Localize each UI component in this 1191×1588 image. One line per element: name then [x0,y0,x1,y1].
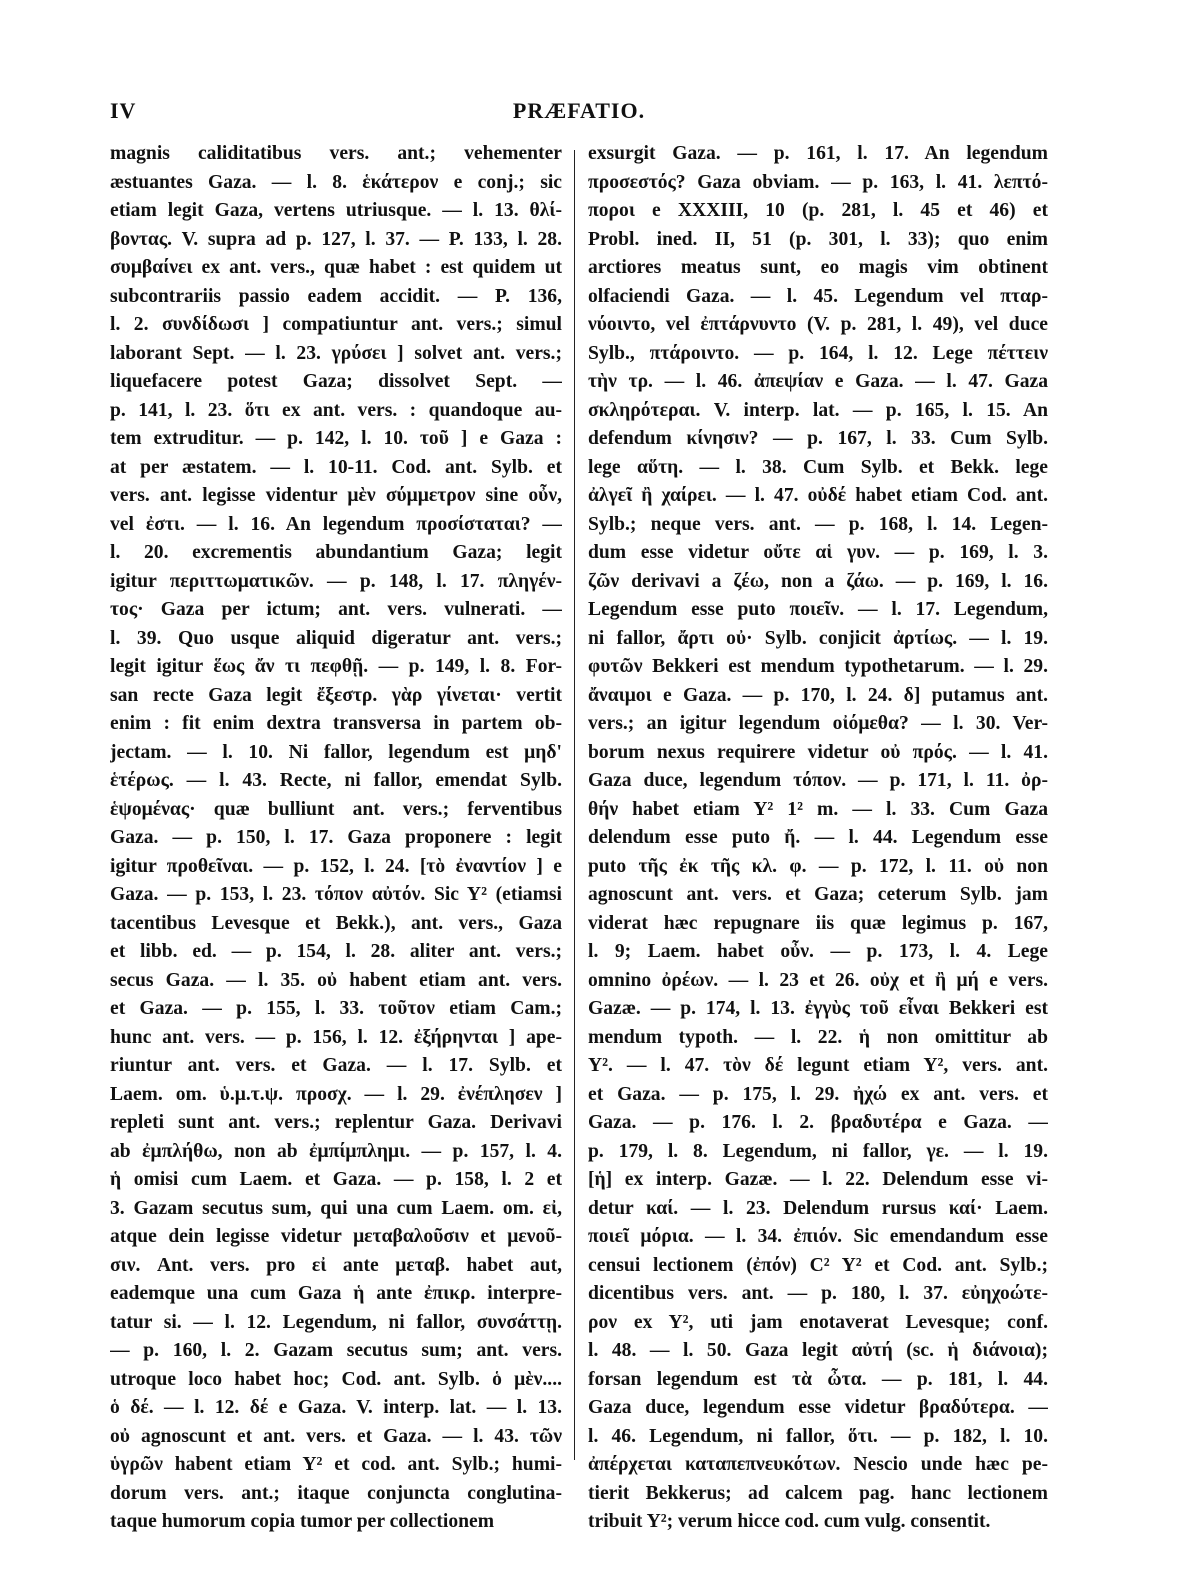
column-divider-rule [574,150,575,1460]
text-line: Gazæ. — p. 174, l. 13. ἐγγὺς τοῦ εἶναι Bekkeri est [588,998,1048,1019]
text-line: laborant Sept. — l. 23. γρύσει ] solvet ant. vers.; [110,342,562,364]
text-line: mendum typoth. — l. 22. ἡ non omittitur ab [588,1026,1048,1048]
text-line: arctiores meatus sunt, eo magis vim obtinent [588,257,1048,278]
text-line: olfaciendi Gaza. — l. 45. Legendum vel πταρ- [588,285,1048,307]
text-line: Gaza. — p. 150, l. 17. Gaza proponere : legit [110,827,562,848]
text-line: utroque loco habet hoc; Cod. ant. Sylb. ὁ μὲν.... [110,1368,562,1390]
text-line: secus Gaza. — l. 35. οὐ habent etiam ant. vers. [110,969,562,991]
text-line: eademque una cum Gaza ἡ ante ἐπικρ. interpre- [110,1283,562,1304]
text-line: ἀλγεῖ ἢ χαίρει. — l. 47. οὐδέ habet etiam Cod. ant. [588,485,1048,506]
text-line: dum esse videtur οὔτε αἱ γυν. — p. 169, l. 3. [588,542,1048,563]
text-line: at per æstatem. — l. 10-11. Cod. ant. Sylb. et [110,456,562,478]
text-line: ὑγρῶν habent etiam Y² et cod. ant. Sylb.; humi- [110,1454,562,1475]
text-line: dicentibus vers. ant. — p. 180, l. 37. εὐηχοώτε- [588,1283,1048,1304]
text-line: Gaza. — p. 176. l. 2. βραδυτέρα e Gaza. — [588,1112,1048,1133]
text-line: τος· Gaza per ictum; ant. vers. vulnerati. — [110,599,562,620]
text-line: defendum κίνησιν? — p. 167, l. 33. Cum Sylb. [588,428,1048,449]
page-number: IV [110,98,137,123]
text-line: exsurgit Gaza. — p. 161, l. 17. An legendum [588,143,1048,164]
text-line: tierit Bekkerus; ad calcem pag. hanc lectionem [588,1482,1048,1504]
text-line: taque humorum copia tumor per collectionem [110,1511,495,1532]
text-line: ἀπέρχεται καταπεπνευκότων. Nescio unde hæc pe- [588,1454,1048,1475]
text-line: Gaza duce, legendum esse videtur βραδύτερα. — [588,1397,1048,1418]
text-line: 3. Gazam secutus sum, qui una cum Laem. om. εἰ, [110,1197,562,1219]
text-line: Legendum esse puto ποιεῖν. — l. 17. Legendum, [588,599,1048,620]
text-line: Sylb.; neque vers. ant. — p. 168, l. 14. Legen- [588,513,1048,535]
text-line: igitur προθεῖναι. — p. 152, l. 24. [τὸ ἐναντίον ] e [110,855,562,877]
text-line: νύοιντο, vel ἐπτάρνυντο (V. p. 281, l. 49), vel duce [588,314,1048,335]
text-line: et Gaza. — p. 155, l. 33. τοῦτον etiam Cam.; [110,998,562,1019]
text-line: tem extruditur. — p. 142, l. 10. τοῦ ] e Gaza : [110,428,562,449]
text-line: et Gaza. — p. 175, l. 29. ἠχώ ex ant. vers. et [588,1083,1048,1105]
text-line: Y². — l. 47. τὸν δέ legunt etiam Y², vers. ant. [588,1055,1048,1076]
text-line: agnoscunt ant. vers. et Gaza; ceterum Sylb. jam [588,884,1048,905]
text-line: σκληρότεραι. V. interp. lat. — p. 165, l. 15. An [588,399,1048,421]
text-line: forsan legendum est τὰ ὦτα. — p. 181, l. 44. [588,1368,1048,1390]
text-line: riuntur ant. vers. et Gaza. — l. 17. Sylb. et [110,1055,562,1076]
text-line: san recte Gaza legit ἔξεστρ. γὰρ γίνεται· vertit [110,684,562,706]
text-line: æstuantes Gaza. — l. 8. ἑκάτερον e conj.; sic [110,171,562,193]
text-line: Gaza duce, legendum τόπον. — p. 171, l. 11. ὀρ- [588,770,1048,791]
text-line: dorum vers. ant.; itaque conjuncta conglutina- [110,1482,562,1504]
text-line: jectam. — l. 10. Ni fallor, legendum est μηδ' [110,741,562,763]
text-line: lege αὕτη. — l. 38. Cum Sylb. et Bekk. lege [588,456,1048,478]
text-line: συμβαίνει ex ant. vers., quæ habet : est quidem ut [110,257,562,278]
text-line: ζῶν derivavi a ζέω, non a ζάω. — p. 169, l. 16. [588,570,1048,592]
text-line: ρον ex Y², uti jam enotaverat Levesque; conf. [588,1311,1048,1333]
text-line: et libb. ed. — p. 154, l. 28. aliter ant. vers.; [110,941,562,962]
text-line: l. 9; Laem. habet οὖν. — p. 173, l. 4. Lege [588,941,1048,962]
running-title: PRÆFATIO. [512,98,646,123]
text-line: l. 2. συνδίδωσι ] compatiuntur ant. vers.; simul [110,314,562,335]
text-line: l. 48. — l. 50. Gaza legit αὐτή (sc. ἡ διάνοια); [588,1340,1048,1361]
text-line: ὁ δέ. — l. 12. δέ e Gaza. V. interp. lat. — l. 13. [110,1397,562,1418]
text-line: magnis caliditatibus vers. ant.; vehementer [110,143,562,164]
text-line: tatur si. — l. 12. Legendum, ni fallor, συνσάττῃ. [110,1311,562,1333]
text-line: Sylb., πτάροιντο. — p. 164, l. 12. Lege πέττειν [588,342,1048,364]
text-line: viderat hæc repugnare iis quæ legimus p. 167, [588,912,1048,934]
text-line: ab ἐμπλήθω, non ab ἐμπίμπλημι. — p. 157, l. 4. [110,1140,562,1162]
text-line: p. 141, l. 23. ὅτι ex ant. vers. : quandoque au- [110,399,562,421]
text-line: vers. ant. legisse videntur μὲν σύμμετρον sine οὖν, [110,485,562,506]
text-line: liquefacere potest Gaza; dissolvet Sept. — [110,371,562,392]
text-line: ἄναιμοι e Gaza. — p. 170, l. 24. δ] putamus ant. [588,684,1048,706]
right-text-column [588,140,1048,1537]
text-line: ποροι e XXXIII, 10 (p. 281, l. 45 et 46) et [588,200,1048,221]
text-line: etiam legit Gaza, vertens utriusque. — l. 13. θλί- [110,200,562,221]
text-line: l. 20. excrementis abundantium Gaza; legit [110,542,562,563]
text-line: tribuit Y²; verum hicce cod. cum vulg. consentit. [588,1511,991,1532]
text-line: tacentibus Levesque et Bekk.), ant. vers., Gaza [110,912,562,934]
text-line: Probl. ined. II, 51 (p. 301, l. 33); quo enim [588,228,1048,250]
text-line: omnino ὀρέων. — l. 23 et 26. οὐχ et ἢ μή e vers. [588,969,1048,991]
text-line: p. 179, l. 8. Legendum, ni fallor, γε. — l. 19. [588,1140,1048,1162]
text-line: censui lectionem (ἐπόν) C² Y² et Cod. ant. Sylb.; [588,1254,1048,1276]
left-text-column [110,140,562,1537]
text-line: ἡ omisi cum Laem. et Gaza. — p. 158, l. 2 et [110,1169,562,1190]
text-line: l. 46. Legendum, ni fallor, ὅτι. — p. 182, l. 10. [588,1425,1048,1447]
text-line: ni fallor, ἄρτι οὐ· Sylb. conjicit ἀρτίως. — l. 19. [588,627,1048,649]
text-line: βοντας. V. supra ad p. 127, l. 37. — P. 133, l. 28. [110,228,562,250]
text-line: σιν. Ant. vers. pro εἰ ante μεταβ. habet aut, [110,1254,562,1276]
text-line: θήν habet etiam Y² 1² m. — l. 33. Cum Gaza [588,798,1048,820]
text-line: — p. 160, l. 2. Gazam secutus sum; ant. vers. [110,1340,562,1361]
text-line: l. 39. Quo usque aliquid digeratur ant. vers.; [110,627,562,649]
text-line: ἑψομένας· quæ bulliunt ant. vers.; ferventibus [110,798,562,820]
text-line: enim : fit enim dextra transversa in partem ob- [110,713,562,734]
text-line: προσεστός? Gaza obviam. — p. 163, l. 41. λεπτό- [588,171,1048,193]
text-line: vers.; an igitur legendum οἰόμεθα? — l. 30. Ver- [588,713,1048,734]
text-line: vel ἐστι. — l. 16. An legendum προσίσταται? — [110,513,562,535]
text-line: igitur περιττωματικῶν. — p. 148, l. 17. πληγέν- [110,570,562,592]
text-line: legit igitur ἕως ἄν τι πεφθῇ. — p. 149, l. 8. For- [110,656,562,677]
text-line: repleti sunt ant. vers.; replentur Gaza. Derivavi [110,1112,562,1133]
text-line: subcontrariis passio eadem accidit. — P. 136, [110,285,562,307]
text-line: delendum esse puto ἤ. — l. 44. Legendum esse [588,827,1048,848]
text-line: ποιεῖ μόρια. — l. 34. ἐπιόν. Sic emendandum esse [588,1226,1048,1247]
text-line: borum nexus requirere videtur οὐ πρός. — l. 41. [588,741,1048,763]
text-line: οὐ agnoscunt et ant. vers. et Gaza. — l. 43. τῶν [110,1425,562,1447]
text-line: detur καί. — l. 23. Delendum rursus καί· Laem. [588,1197,1048,1219]
text-line: φυτῶν Bekkeri est mendum typothetarum. — l. 29. [588,656,1048,677]
text-line: Gaza. — p. 153, l. 23. τόπον αὐτόν. Sic Y² (etiamsi [110,884,562,905]
page-header [110,98,1048,134]
text-line: τὴν τρ. — l. 46. ἀπεψίαν e Gaza. — l. 47. Gaza [588,371,1048,392]
text-line: ἑτέρως. — l. 43. Recte, ni fallor, emendat Sylb. [110,770,562,791]
text-line: atque dein legisse videtur μεταβαλοῦσιν et μενοῦ- [110,1226,562,1247]
text-line: hunc ant. vers. — p. 156, l. 12. ἐξήρηνται ] ape- [110,1026,562,1048]
text-line: puto τῆς ἐκ τῆς κλ. φ. — p. 172, l. 11. οὐ non [588,855,1048,877]
text-line: Laem. om. ὑ.μ.τ.ψ. προσχ. — l. 29. ἐνέπλησεν ] [110,1083,562,1105]
text-line: [ἡ] ex interp. Gazæ. — l. 22. Delendum esse vi- [588,1169,1048,1190]
